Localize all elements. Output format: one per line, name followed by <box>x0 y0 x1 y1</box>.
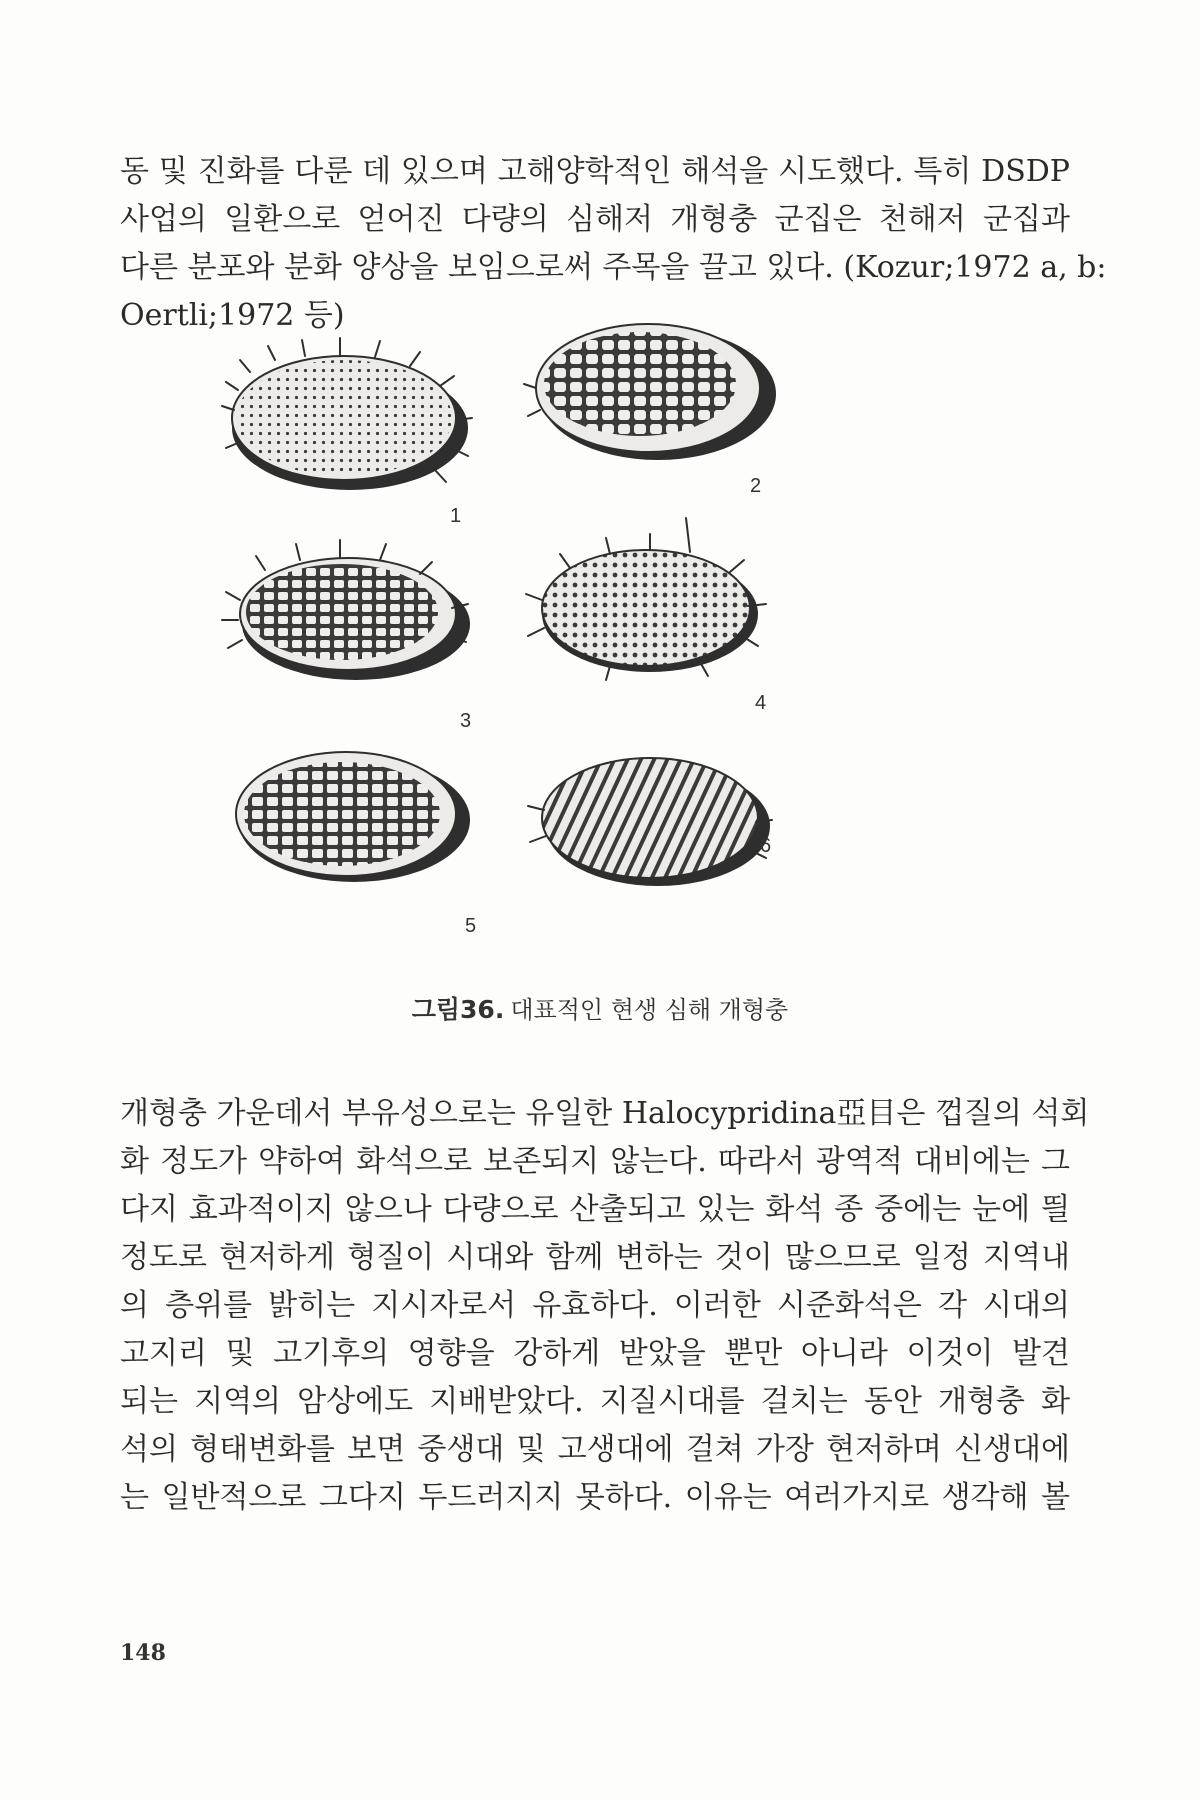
text-line: 석의 형태변화를 보면 중생대 및 고생대에 걸쳐 가장 현저하며 신생대에 <box>120 1432 1070 1467</box>
specimen-number-6: 6 <box>760 835 772 857</box>
text-line: 개형충 가운데서 부유성으로는 유일한 Halocypridina亞目은 껍질의 석회 <box>120 1096 1090 1131</box>
text-line: 다른 분포와 분화 양상을 보임으로써 주목을 끌고 있다. (Kozur;1972 a, b: <box>120 250 1107 285</box>
ostracod-figure <box>200 330 980 970</box>
figure-caption <box>0 990 1200 1026</box>
specimen-number-1: 1 <box>450 505 462 527</box>
ostracod-specimen-1-illustration <box>220 330 480 500</box>
ostracod-specimen-5-illustration <box>220 730 480 890</box>
specimen-number-5: 5 <box>465 915 477 937</box>
specimen-number-4: 4 <box>755 692 767 714</box>
text-line: Oertli;1972 등) <box>120 298 345 333</box>
specimen-number-3: 3 <box>460 710 472 732</box>
text-line: 다지 효과적이지 않으나 다량으로 산출되고 있는 화석 종 중에는 눈에 띌 <box>120 1192 1070 1227</box>
text-line: 의 층위를 밝히는 지시자로서 유효하다. 이러한 시준화석은 각 시대의 <box>120 1288 1070 1323</box>
text-line: 되는 지역의 암상에도 지배받았다. 지질시대를 걸치는 동안 개형충 화 <box>120 1384 1070 1419</box>
figure-caption-text: 대표적인 현생 심해 개형충 <box>510 996 789 1024</box>
text-line: 사업의 일환으로 얻어진 다량의 심해저 개형충 군집은 천해저 군집과 <box>120 202 1070 237</box>
text-line: 정도로 현저하게 형질이 시대와 함께 변하는 것이 많으므로 일정 지역내 <box>120 1240 1070 1275</box>
text-line: 동 및 진화를 다룬 데 있으며 고해양학적인 해석을 시도했다. 특히 DSDP <box>120 154 1070 189</box>
text-line: 고지리 및 고기후의 영향을 강하게 받았을 뿐만 아니라 이것이 발견 <box>120 1336 1070 1371</box>
bottom-paragraph <box>120 1090 1090 1522</box>
specimen-number-2: 2 <box>750 475 762 497</box>
ostracod-specimen-6-illustration <box>520 730 780 900</box>
page-number: 148 <box>120 1640 166 1666</box>
ostracod-specimen-3-illustration <box>220 530 480 690</box>
text-line: 는 일반적으로 그다지 두드러지지 못하다. 이유는 여러가지로 생각해 볼 <box>120 1480 1070 1515</box>
ostracod-specimen-4-illustration <box>520 510 780 690</box>
figure-caption-label: 그림36. <box>411 995 505 1024</box>
text-line: 화 정도가 약하여 화석으로 보존되지 않는다. 따라서 광역적 대비에는 그 <box>120 1144 1070 1179</box>
ostracod-specimen-2-illustration <box>520 310 780 470</box>
